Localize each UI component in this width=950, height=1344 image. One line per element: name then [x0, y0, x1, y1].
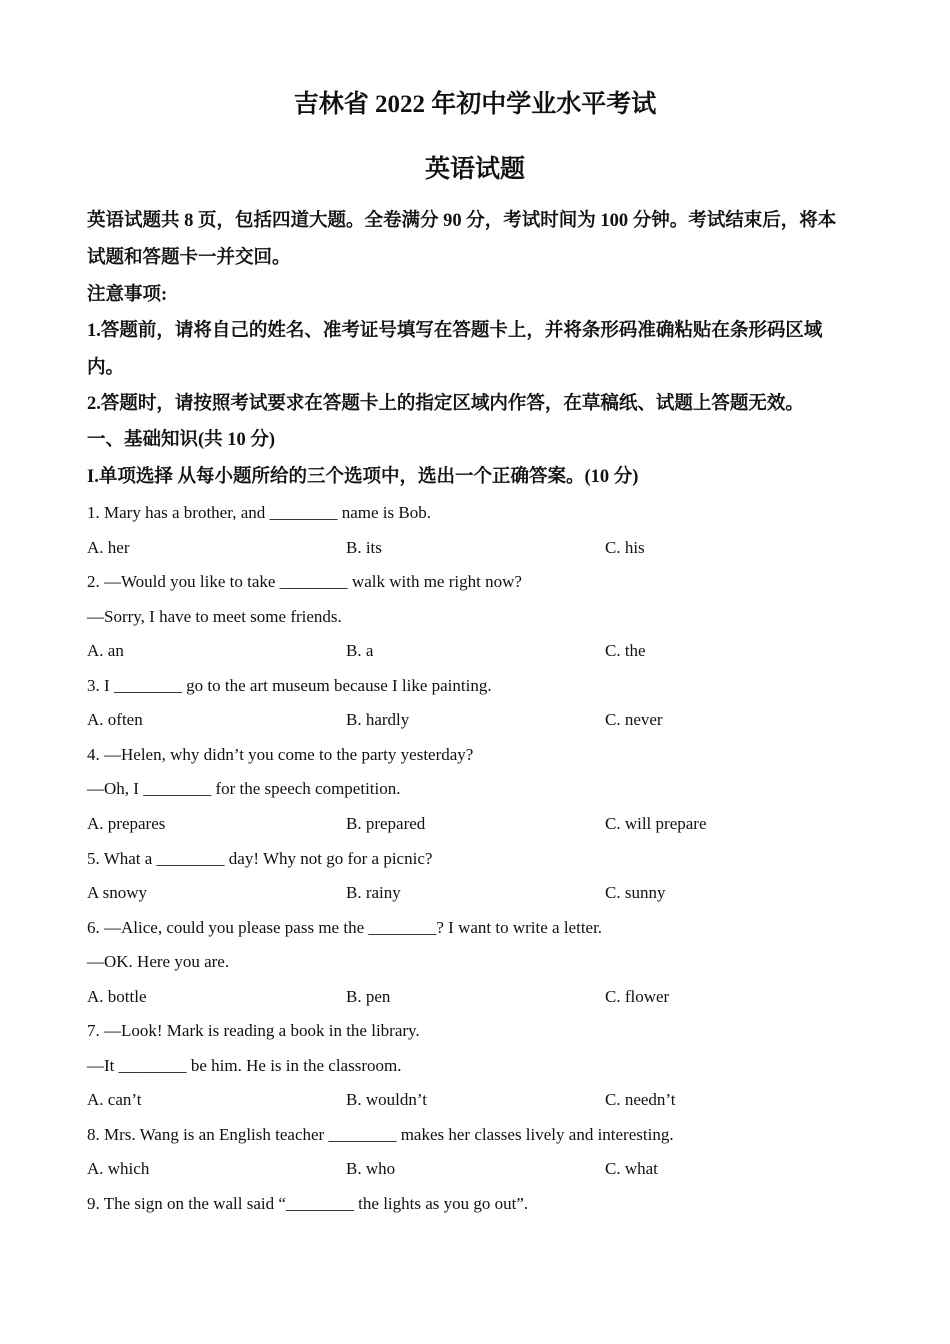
intro-line-2: 试题和答题卡一并交回。 [87, 248, 291, 268]
question-4-stem: 4. —Helen, why didn’t you come to the party yesterday? [87, 745, 474, 764]
question-7-stem: 7. —Look! Mark is reading a book in the library. [87, 1021, 420, 1040]
question-6-stem: 6. —Alice, could you please pass me the ________? I want to write a letter. [87, 918, 603, 937]
question-3-stem: 3. I ________ go to the art museum because I like painting. [87, 676, 492, 695]
part-heading: I.单项选择 从每小题所给的三个选项中，选出一个正确答案。(10 分) [87, 467, 639, 487]
question-1-option-c: C. his [605, 538, 645, 557]
question-7-option-b: B. wouldn’t [346, 1090, 427, 1109]
exam-title: 吉林省 2022 年初中学业水平考试 [293, 91, 657, 118]
question-5-option-c: C. sunny [605, 883, 666, 902]
section-heading: 一、基础知识(共 10 分) [87, 430, 276, 450]
question-8-stem: 8. Mrs. Wang is an English teacher ________ makes her classes lively and interesting. [87, 1125, 674, 1144]
question-1-stem: 1. Mary has a brother, and ________ name is Bob. [87, 503, 431, 522]
question-8-option-a: A. which [87, 1159, 150, 1178]
question-5-option-a: A snowy [87, 883, 147, 902]
note-1-line-1: 1.答题前，请将自己的姓名、准考证号填写在答题卡上，并将条形码准确粘贴在条形码区域 [87, 321, 823, 341]
question-4-option-c: C. will prepare [605, 814, 707, 833]
question-2-reply: —Sorry, I have to meet some friends. [87, 607, 342, 626]
question-2-option-a: A. an [87, 641, 124, 660]
question-1-option-a: A. her [87, 538, 130, 557]
note-1-line-2: 内。 [87, 358, 125, 378]
question-9-stem: 9. The sign on the wall said “________ the lights as you go out”. [87, 1194, 529, 1213]
question-2-stem: 2. —Would you like to take ________ walk with me right now? [87, 572, 522, 591]
question-6-option-a: A. bottle [87, 987, 147, 1006]
question-1-option-b: B. its [346, 538, 382, 557]
notes-heading: 注意事项: [87, 285, 168, 305]
question-3-option-a: A. often [87, 710, 143, 729]
question-2-option-b: B. a [346, 641, 374, 660]
question-8-option-b: B. who [346, 1159, 396, 1178]
note-2: 2.答题时，请按照考试要求在答题卡上的指定区域内作答，在草稿纸、试题上答题无效。 [87, 394, 804, 414]
question-3-option-b: B. hardly [346, 710, 410, 729]
question-6-reply: —OK. Here you are. [87, 952, 230, 971]
question-7-option-a: A. can’t [87, 1090, 142, 1109]
question-8-option-c: C. what [605, 1159, 658, 1178]
intro-line-1: 英语试题共 8 页，包括四道大题。全卷满分 90 分，考试时间为 100 分钟。考试结束后，将本 [87, 211, 837, 231]
question-2-option-c: C. the [605, 641, 646, 660]
question-7-option-c: C. needn’t [605, 1090, 676, 1109]
question-5-option-b: B. rainy [346, 883, 401, 902]
question-4-reply: —Oh, I ________ for the speech competition. [87, 779, 401, 798]
question-3-option-c: C. never [605, 710, 663, 729]
question-7-reply: —It ________ be him. He is in the classroom. [87, 1056, 402, 1075]
exam-subtitle: 英语试题 [424, 156, 525, 183]
question-4-option-b: B. prepared [346, 814, 426, 833]
question-4-option-a: A. prepares [87, 814, 166, 833]
question-6-option-b: B. pen [346, 987, 391, 1006]
question-5-stem: 5. What a ________ day! Why not go for a picnic? [87, 849, 433, 868]
question-6-option-c: C. flower [605, 987, 670, 1006]
